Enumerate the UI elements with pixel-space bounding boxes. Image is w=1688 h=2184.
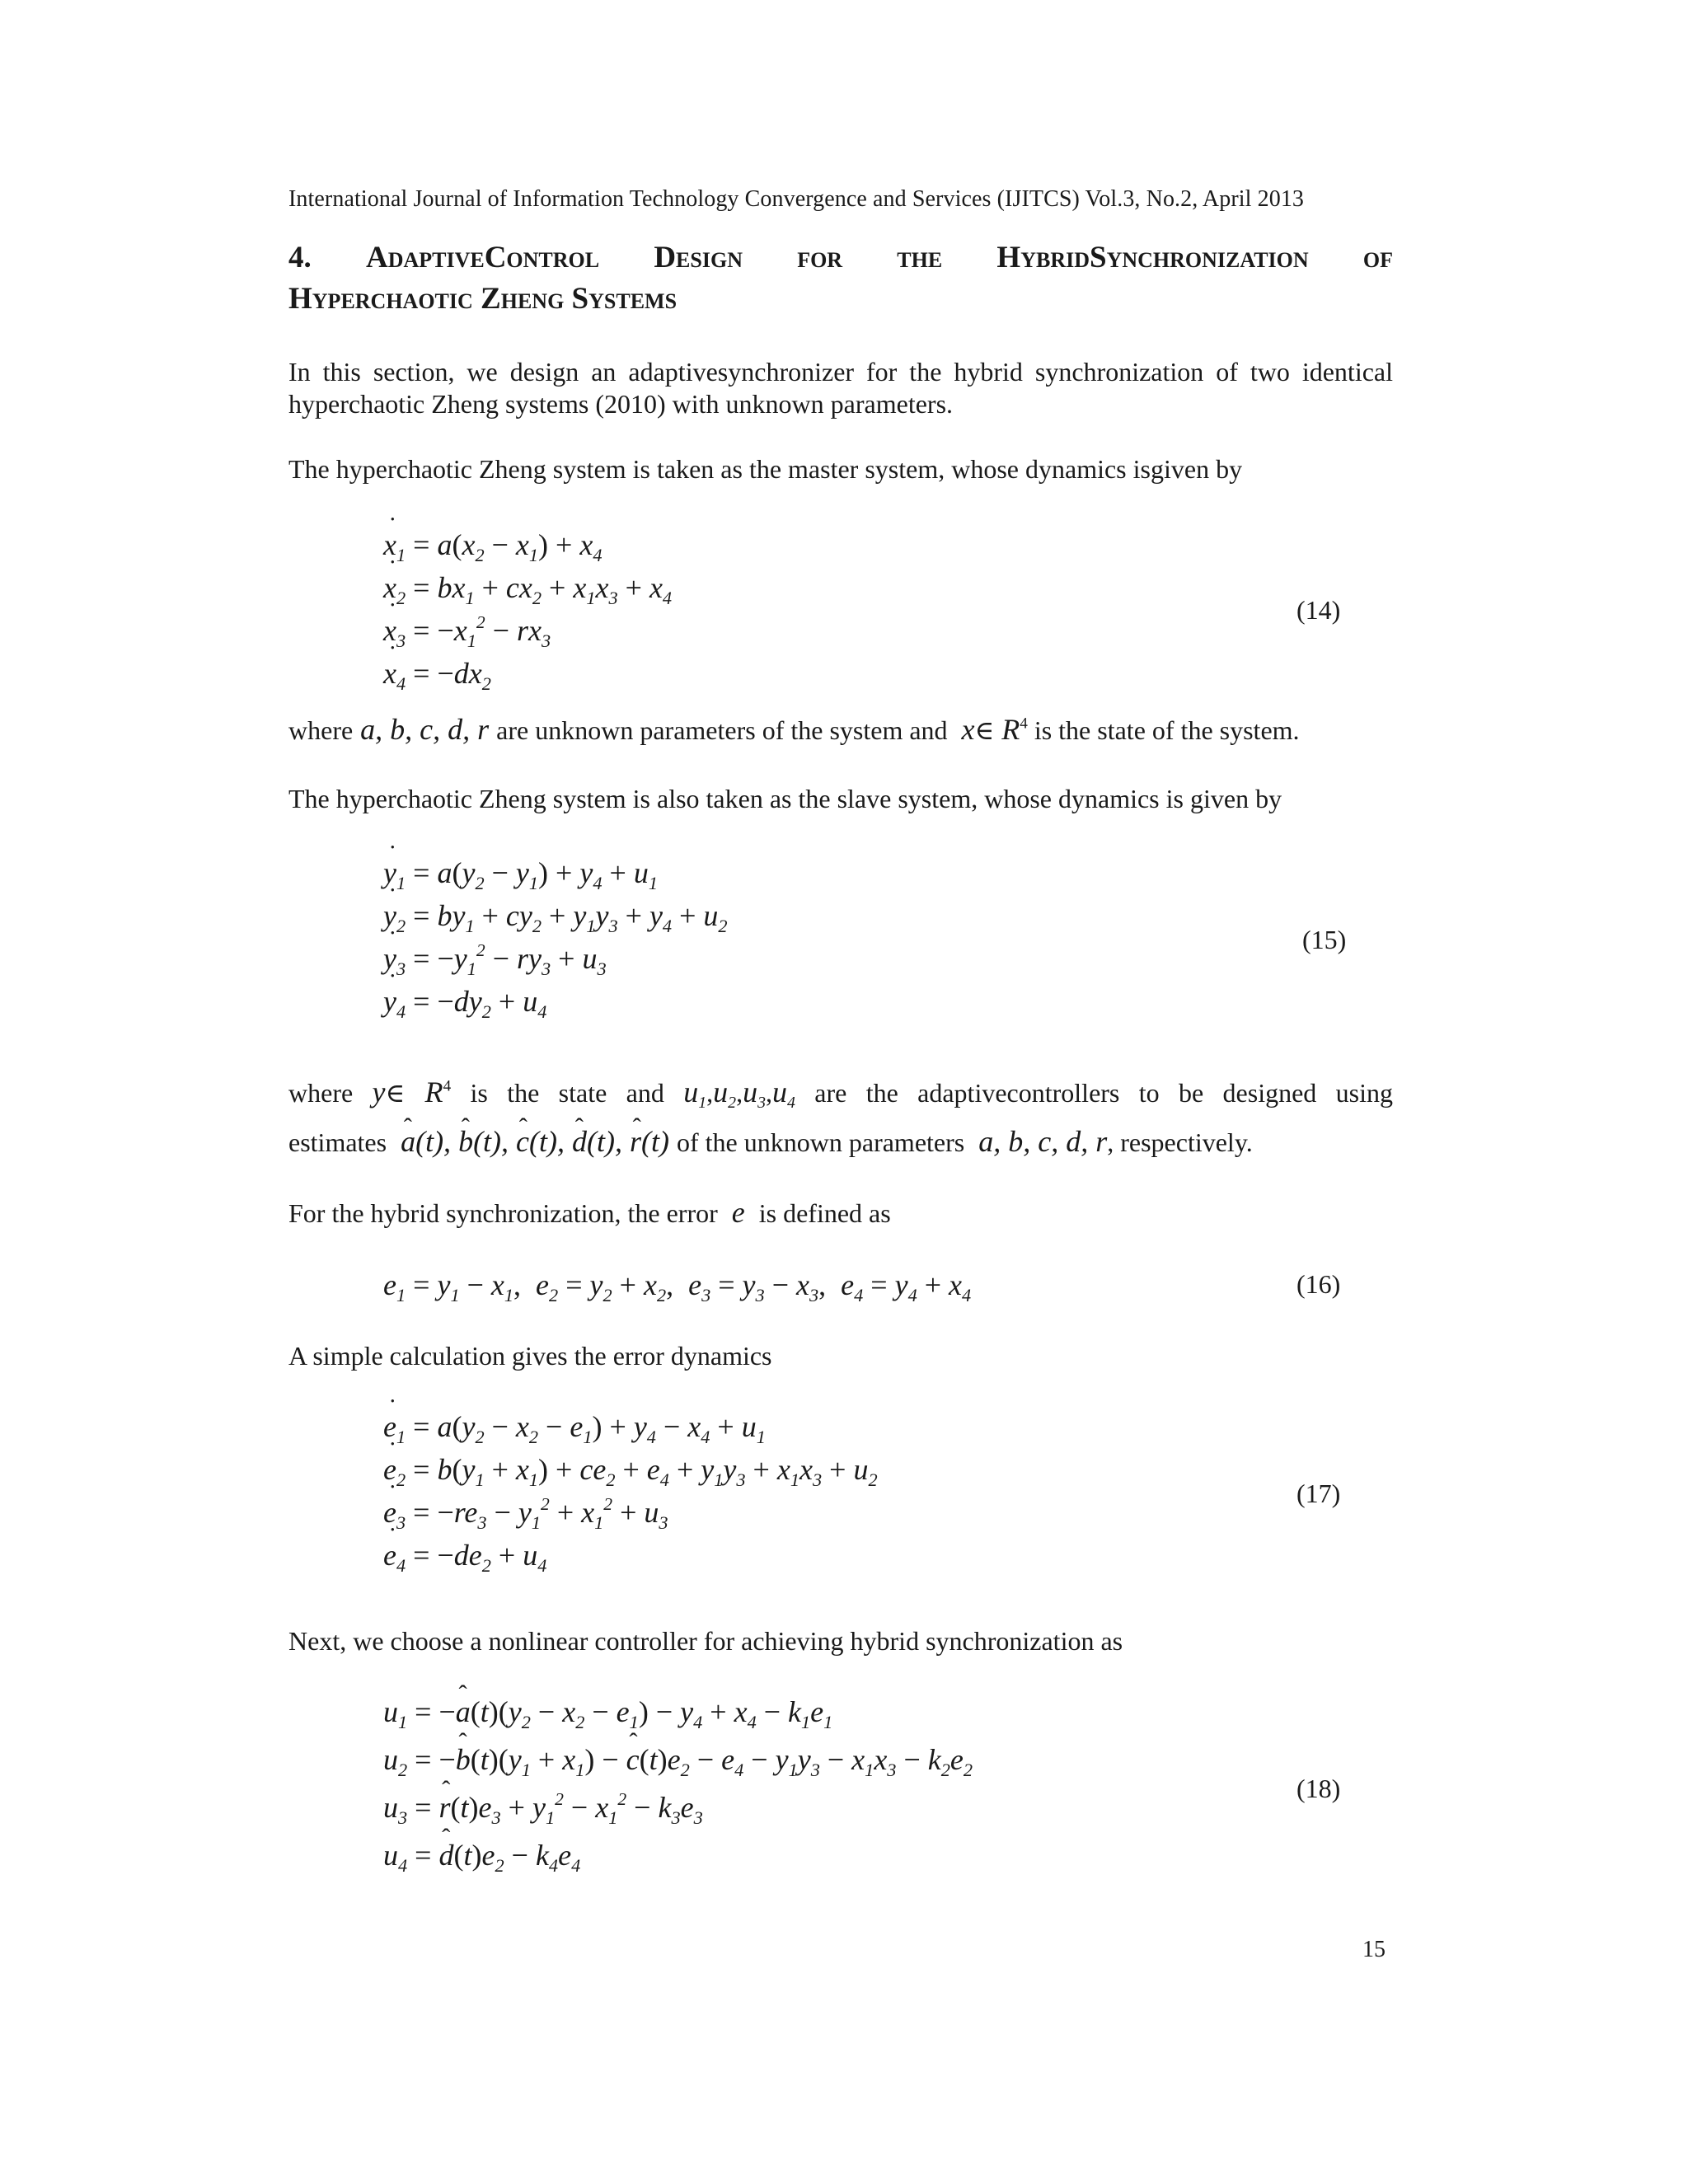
next-choose-intro: Next, we choose a nonlinear controller for achieving hybrid synchronization as bbox=[288, 1626, 1123, 1656]
intro-line-1: In this section, we design an adaptivesynchronizer for the hybrid synchronization of two identical bbox=[288, 357, 1393, 387]
simple-calc-intro: A simple calculation gives the error dynamics bbox=[288, 1341, 772, 1371]
text-span: is defined as bbox=[758, 1198, 891, 1228]
page-number: 15 bbox=[1362, 1937, 1386, 1962]
where-slave bbox=[288, 1076, 1394, 1112]
text-span: is the state and bbox=[470, 1078, 664, 1108]
intro-paragraph bbox=[288, 356, 1393, 420]
equation-number-18: (18) bbox=[1296, 1774, 1341, 1803]
equation-number-15: (15) bbox=[1302, 925, 1347, 954]
equation-number-16: (16) bbox=[1296, 1269, 1341, 1299]
text-span: of the unknown parameters bbox=[677, 1127, 965, 1157]
title-word: Hybrid bbox=[996, 241, 1090, 274]
text-span: are the adaptivecontrollers to be designed using bbox=[814, 1078, 1394, 1108]
equation-number-17: (17) bbox=[1296, 1479, 1341, 1508]
text-span: are unknown parameters of the system and bbox=[496, 715, 948, 745]
title-word: for the bbox=[797, 241, 997, 274]
text-span: is the state of the system. bbox=[1034, 715, 1300, 745]
intro-line-2: hyperchaotic Zheng systems (2010) with unknown parameters. bbox=[288, 389, 954, 419]
title-word: Adaptive bbox=[365, 241, 485, 274]
title-word: Design bbox=[654, 241, 798, 274]
hybrid-error-intro: For the hybrid synchronization, the error e is defined as bbox=[288, 1196, 891, 1229]
text-span: For the hybrid synchronization, the error bbox=[288, 1198, 718, 1228]
paper-page: International Journal of Information Technology Convergence and Services (IJITCS) Vol.3, No.2, April 2013 4. AdaptiveControl Design for the HybridSynchronization of Hyperchaotic Zheng Systems In this section, we design an adaptivesynchronizer for the hybrid synchronization of two identical hyperchaotic Zheng systems (2010) with unknown parameters. The hyperchaotic Zheng system is taken as the master system, whose dynamics isgiven by ˙ $x_1 = a(x_2 - x_1) + x_4$ ˙ $x_2 = bx_1 + cx_2 + x_1x_3 + x_4$ ˙ $x_3 = -x_1^2 - rx_3$ ˙ $x_4 = -dx_2$ (14) where a, b, c, d, r are unknown parameters of the system and x∈ $R^4$ is the state of the system. The hyperchaotic Zheng system is also taken as the slave system, whose dynamics is given by ˙ $y_1 = a(y_2 - y_1) + y_4 + u_1$ ˙ $y_2 = by_1 + cy_2 + y_1y_3 + y_4 + u_2$ ˙ $y_3 = -y_1^2 - ry_3 + u_3$ ˙ $y_4 = -dy_2 + u_4$ (15) where y∈ $R^4$ is the state and $u_1,u_2,u_3,u_4$ are the adaptivecontrollers to be designed using estimates ˆ a(t), ˆ b(t), ˆ c(t), ˆ d(t), ˆ r(t) of the unknown parameters a, b, c, d, r, respectively. For the hybrid synchronization, the error e is defined as $e_1 = y_1 - x_1$, $e_2 = y_2 + x_2$, $e_3 = y_3 - x_3$, $e_4 = y_4 + x_4$ (16) A simple calculation gives the error dynamics ˙ $e_1 = a(y_2 - x_2 - e_1) + y_4 - x_4 + u_1$ ˙ $e_2 = b(y_1 + x_1) + ce_2 + e_4 + y_1y_3 + x_1x_3 + u_2$ ˙ $e_3 = -re_3 - y_1^2 + x_1^2 + u_3$ ˙ $e_4 = -de_2 + u_4$ (17) Next, we choose a nonlinear controller for achieving hybrid synchronization as $u_1$ = −ˆ $a(t)(y_2 - x_2 - e_1) - y_4 + x_4 - k_1e_1$ $u_2$ = −ˆ $b(t)(y_1 + x_1)$ − ˆ $c(t)e_2 - e_4 - y_1y_3 - x_1x_3 - k_2e_2$ $u_3$ = ˆ $r(t)e_3 + y_1^2 - x_1^2 - k_3e_3$ $u_4$ = ˆ $d(t)e_2 - k_4e_4$ (18) 15 bbox=[0, 0, 1688, 2184]
title-word: of bbox=[1362, 241, 1393, 274]
section-number: 4. bbox=[288, 241, 312, 274]
slave-intro: The hyperchaotic Zheng system is also taken as the slave system, whose dynamics is given by bbox=[288, 784, 1282, 813]
where-master: where a, b, c, d, r are unknown parameters of the system and x∈ $R^4$ is the state of the system. bbox=[288, 713, 1300, 746]
text-span: where bbox=[288, 715, 354, 745]
title-word: Synchronization bbox=[1090, 241, 1363, 274]
running-header: International Journal of Information Technology Convergence and Services (IJITCS) Vol.3, No.2, April 2013 bbox=[288, 186, 1305, 212]
title-word: Control bbox=[484, 241, 654, 274]
text-span: where bbox=[288, 1078, 354, 1108]
estimates-line: estimates ˆ a(t), ˆ b(t), ˆ c(t), ˆ d(t), ˆ r(t) of the unknown parameters a, b, c, d, r, respectively. bbox=[288, 1126, 1393, 1159]
where-slave-line-1: where y∈ $R^4$ is the state and $u_1,u_2,u_3,u_4$ are the adaptivecontrollers to be designed using bbox=[288, 1076, 1394, 1112]
text-span: , respectively. bbox=[1107, 1127, 1253, 1157]
section-title-line2: Hyperchaotic Zheng Systems bbox=[288, 282, 678, 316]
master-intro: The hyperchaotic Zheng system is taken as the master system, whose dynamics isgiven by bbox=[288, 454, 1243, 484]
text-span: estimates bbox=[288, 1127, 387, 1157]
section-title bbox=[288, 237, 1393, 320]
equation-number-14: (14) bbox=[1296, 595, 1341, 625]
